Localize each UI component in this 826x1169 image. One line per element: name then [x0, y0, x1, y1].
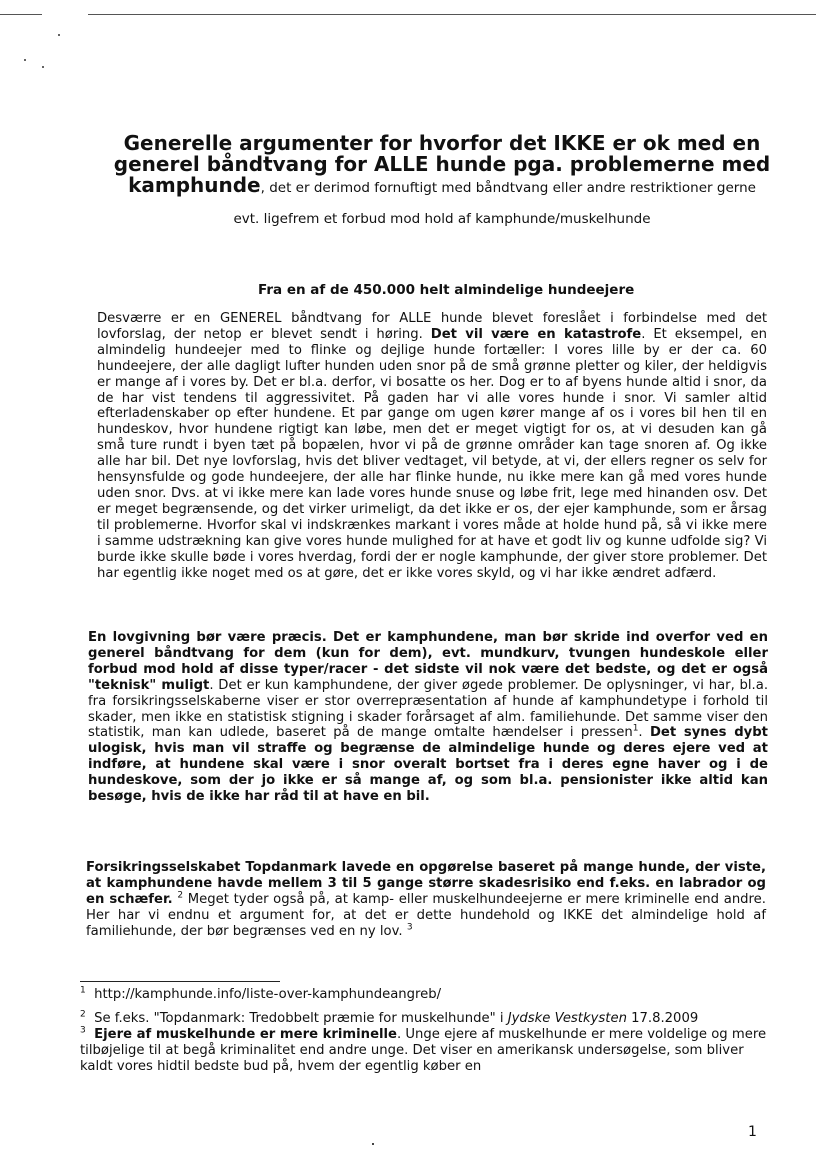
- footnote-ref-1[interactable]: 1: [632, 724, 639, 735]
- paragraph-3: Forsikringsselskabet Topdanmark lavede en opgørelse baseret på mange hunde, der viste, at kamphundene havde mellem 3 til 5 gange større skadesrisiko end f.eks. en labrador og en schæfer. $^2$ Meget tyder også på, at kamp- eller muskelhundeejerne er mere kriminelle end andre. Her har vi endnu et argument for, at det er dette hundehold og IKKE det almindelige hold af familiehunde, der bør begrænses ved en ny lov. $^3$: [86, 860, 766, 939]
- paragraph-1: Desværre er en GENEREL båndtvang for ALLE hunde blevet foreslået i forbindelse med det lovforslag, der netop er blevet sendt i høring. Det vil være en katastrofe. Et eksempel, en almindelig hundeejer med to flinke og dejlige hunde fortæller: I vores lille by er der ca. 60 hundeejere, der alle dagligt lufter hunden uden snor på de små grønne pletter og kiler, der heldigvis er mange af i vores by. Det er bl.a. derfor, vi bosatte os her. Dog er to af byens hunde altid i snor, da de har vist tendens til aggressivitet. På gaden har vi alle vores hunde i snor. Vi samler altid efterladenskaber op efter hundene. Et par gange om ugen kører mange af os i vores bil hen til en hundeskov, hvor hundene rigtigt kan løbe, men det er meget vigtigt for os, at vi desuden kan gå små ture rundt i byen tæt på bopælen, hvor vi på de grønne områder kan tage snoren af. Og ikke alle har bil. Det nye lovforslag, hvis det bliver vedtaget, vil betyde, at vi, der ellers regner os selv for hensynsfulde og gode hundeejere, der alle har flinke hunde, nu ikke mere kan gå med vores hunde uden snor. Dvs. at vi ikke mere kan lade vores hunde snuse og løbe frit, lege med hinanden osv. Det er meget begrænsende, og det virker urimeligt, da det ikke er os, der ejer kamphunde, som er årsag til problemerne. Hvorfor skal vi indskrænkes markant i vores måde at holde hund på, så vi ikke mere i samme udstrækning kan give vores hunde mulighed for at have et godt liv og kunne udfolde sig? Vi burde ikke skulle bøde i vores hverdag, fordi der er nogle kamphunde, der giver store problemer. Det har egentlig ikke noget med os at gøre, det er ikke vores skyld, og vi har ikke ændret adfærd.: [97, 311, 768, 581]
- footnote-divider: [80, 981, 280, 982]
- scan-edge-line: [0, 14, 42, 15]
- footnote-1: $^1$ http://kamphunde.info/liste-over-kamphundeangreb/: [80, 985, 442, 1002]
- scan-speck: [42, 66, 44, 68]
- footnote-3: $^3$ Ejere af muskelhunde er mere kriminelle. Unge ejere af muskelhunde er mere voldelige og mere tilbøjelige til at begå kriminalitet end andre unge. Det viser en amerikansk undersøgelse, som bliver kaldt vores hidtil bedste bud på, hvem der egentlig køber en: [80, 1025, 767, 1074]
- footnote-link[interactable]: http://kamphunde.info/liste-over-kamphundeangreb/: [94, 987, 442, 1002]
- footnote-2: $^2$ Se f.eks. "Topdanmark: Tredobbelt præmie for muskelhunde" i Jydske Vestkysten 17.8.2009: [80, 1009, 699, 1026]
- subtitle: Fra en af de 450.000 helt almindelige hundeejere: [258, 282, 635, 298]
- paragraph-2: En lovgivning bør være præcis. Det er kamphundene, man bør skride ind overfor ved en generel båndtvang for dem (kun for dem), evt. mundkurv, tvungen hundeskole eller forbud mod hold af disse typer/racer - det sidste vil nok være det bedste, og det er også "teknisk" muligt. Det er kun kamphundene, der giver øgede problemer. De oplysninger, vi har, bl.a. fra forsikringsselskaberne viser er stor overrepræsentation af hunde af kamphundetype i forhold til skader, men ikke en statistisk stigning i skader forårsaget af alm. familiehunde. Det samme viser den statistik, man kan udlede, baseret på de mange omtalte hændelser i pressen$^1$. Det synes dybt ulogisk, hvis man vil straffe og begrænse de almindelige hunde og deres ejere ved at indføre, at hundene skal være i snor overalt bortset fra i deres egne haver og i de hundeskove, som der jo ikke er så mange af, og som bl.a. pensionister ikke altid kan besøge, hvis de ikke har råd til at have en bil.: [88, 630, 769, 805]
- document-title: Generelle argumenter for hvorfor det IKKE er ok med en generel båndtvang for ALLE hunde pga. problemerne med kamphunde, det er derimod fornuftigt med båndtvang eller andre restriktioner gerne: [113, 131, 771, 197]
- scan-speck: [24, 59, 26, 61]
- page-number: 1: [748, 1124, 757, 1140]
- title-note: evt. ligefrem et forbud mod hold af kamphunde/muskelhunde: [233, 211, 651, 227]
- footnote-ref-3[interactable]: 3: [406, 922, 413, 933]
- scan-edge-line: [88, 14, 816, 15]
- scan-speck: [372, 1143, 374, 1145]
- footnote-ref-2[interactable]: 2: [177, 890, 184, 901]
- scan-speck: [58, 34, 60, 36]
